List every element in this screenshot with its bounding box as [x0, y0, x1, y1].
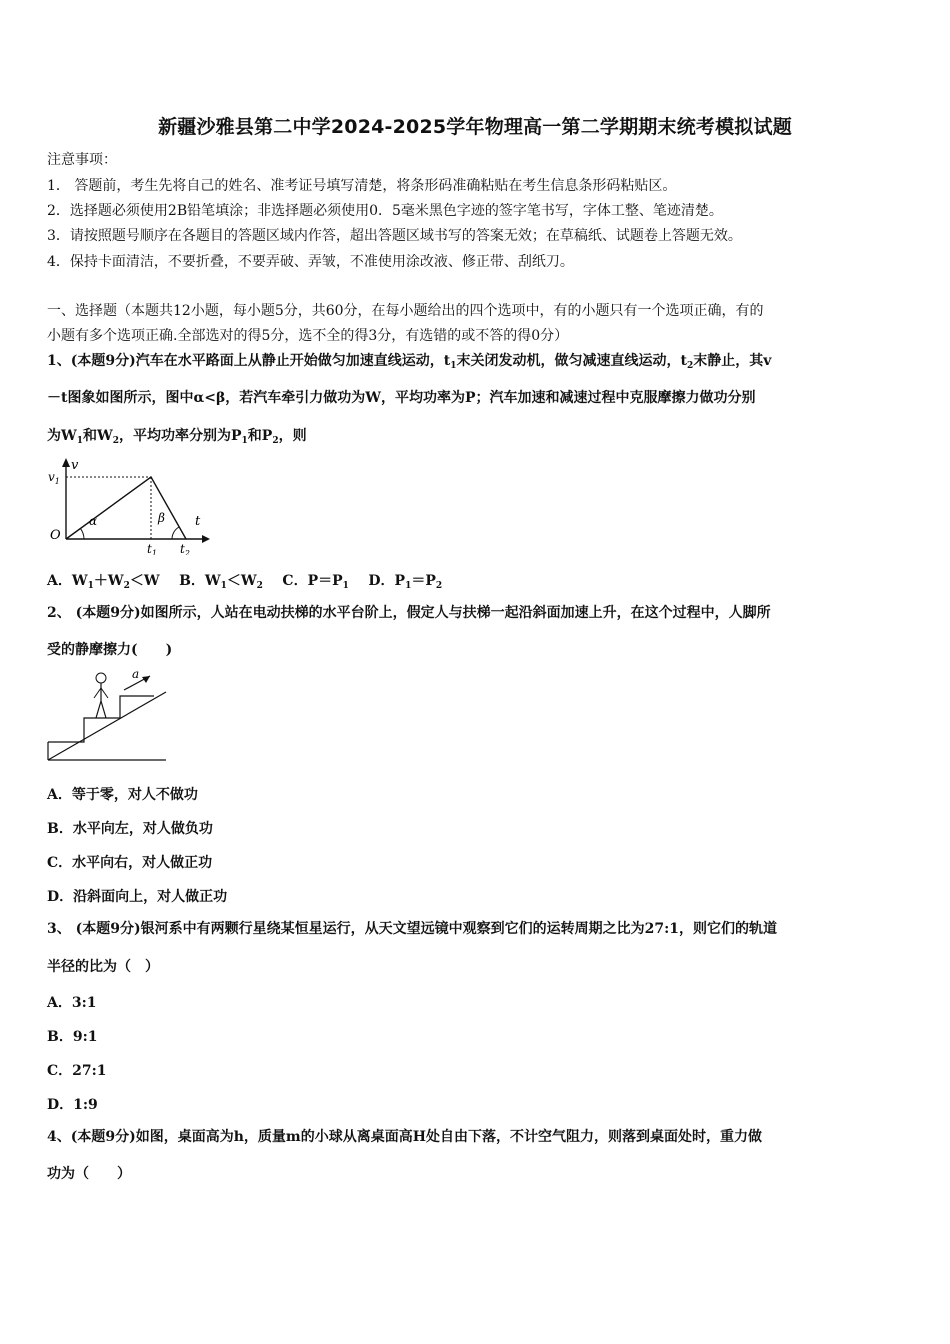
v-axis-arrow [62, 458, 70, 467]
v-axis-label: v [71, 458, 79, 473]
notice-item-1: 1． 答题前，考生先将自己的姓名、准考证号填写清楚，将条形码准确粘贴在考生信息条形码粘贴区。 [47, 178, 677, 194]
t1-label: $t_1$ [147, 542, 157, 555]
person-head [96, 673, 106, 683]
notice-item-2: 2．选择题必须使用2B铅笔填涂；非选择题必须使用0．5毫米黑色字迹的签字笔书写，字体工整、笔迹清楚。 [47, 203, 723, 219]
q3-stem-line1: 3、 (本题9分)银河系中有两颗行星绕某恒星运行，从天文望远镜中观察到它们的运转周期之比为27:1，则它们的轨道 [47, 921, 777, 937]
page-title: 新疆沙雅县第二中学2024-2025学年物理高一第二学期期末统考模拟试题 [158, 116, 792, 138]
alpha-arc [81, 529, 85, 539]
acceleration-label: a [132, 668, 140, 681]
q1-option-c[interactable]: C．$P=P_1$ [282, 573, 349, 591]
q4-stem-line1: 4、(本题9分)如图，桌面高为h，质量m的小球从离桌面高H处自由下落，不计空气阻力，则落到桌面处时，重力做 [47, 1129, 762, 1145]
q3-option-a[interactable]: A．3:1 [47, 995, 97, 1011]
q3-option-d[interactable]: D．1:9 [47, 1097, 98, 1113]
q1-option-b[interactable]: B．$W_1<W_2$ [179, 573, 263, 591]
t-axis-arrow [202, 535, 210, 543]
beta-arc [172, 527, 179, 539]
q2-escalator-figure [46, 668, 171, 764]
q2-option-d[interactable]: D．沿斜面向上，对人做正功 [47, 889, 228, 905]
origin-label: O [50, 528, 61, 543]
t2-label: $t_2$ [180, 542, 190, 555]
section-instructions-line2: 小题有多个选项正确.全部选对的得5分，选不全的得3分，有选错的或不答的得0分） [47, 328, 569, 344]
beta-label: β [158, 511, 165, 525]
person-left-arm [94, 688, 101, 698]
incline-line [48, 692, 166, 760]
q3-option-c[interactable]: C．27:1 [47, 1063, 107, 1079]
q3-option-b[interactable]: B．9:1 [47, 1029, 98, 1045]
person-right-arm [101, 688, 108, 698]
section-instructions-line1: 一、选择题（本题共12小题，每小题5分，共60分，在每小题给出的四个选项中，有的小题只有一个选项正确，有的 [47, 303, 764, 319]
q2-option-b[interactable]: B．水平向左，对人做负功 [47, 821, 213, 837]
q1-option-a[interactable]: A．$W_1+W_2<W$ [47, 573, 160, 591]
q3-stem-line2: 半径的比为（ ） [47, 959, 159, 975]
q1-stem-line3: 为$W_1$和$W_2$，平均功率分别为$P_1$和$P_2$，则 [47, 428, 307, 446]
alpha-label: α [89, 514, 98, 528]
person-left-leg [96, 701, 101, 718]
q1-stem-line2: －t图象如图所示，图中α<β，若汽车牵引力做功为W，平均功率为P；汽车加速和减速过程中克服摩擦力做功分别 [47, 390, 756, 406]
t-axis-label: t [195, 514, 201, 529]
q2-stem-line2: 受的静摩擦力( ) [47, 642, 173, 658]
person-right-leg [101, 701, 106, 718]
velocity-line [66, 477, 186, 539]
q2-stem-line1: 2、 (本题9分)如图所示，人站在电动扶梯的水平台阶上，假定人与扶梯一起沿斜面加速上升，在这个过程中，人脚所 [47, 605, 771, 621]
q1-option-d[interactable]: D．$P_1=P_2$ [368, 573, 443, 591]
notice-item-3: 3．请按照题号顺序在各题目的答题区域内作答，超出答题区域书写的答案无效；在草稿纸、试题卷上答题无效。 [47, 228, 742, 244]
q1-vt-graph [44, 455, 214, 555]
v1-label: $v_1$ [48, 470, 60, 486]
q2-option-a[interactable]: A．等于零，对人不做功 [47, 787, 198, 803]
q4-stem-line2: 功为（ ） [47, 1166, 131, 1182]
q2-option-c[interactable]: C．水平向右，对人做正功 [47, 855, 213, 871]
q1-options [47, 570, 442, 590]
notice-heading: 注意事项： [47, 152, 117, 168]
notice-item-4: 4．保持卡面清洁，不要折叠，不要弄破、弄皱，不准使用涂改液、修正带、刮纸刀。 [47, 254, 574, 270]
q1-stem-line1: 1、(本题9分)汽车在水平路面上从静止开始做匀加速直线运动，$t_1$末关闭发动机，做匀减速直线运动，$t_2$末静止，其v [47, 353, 772, 371]
